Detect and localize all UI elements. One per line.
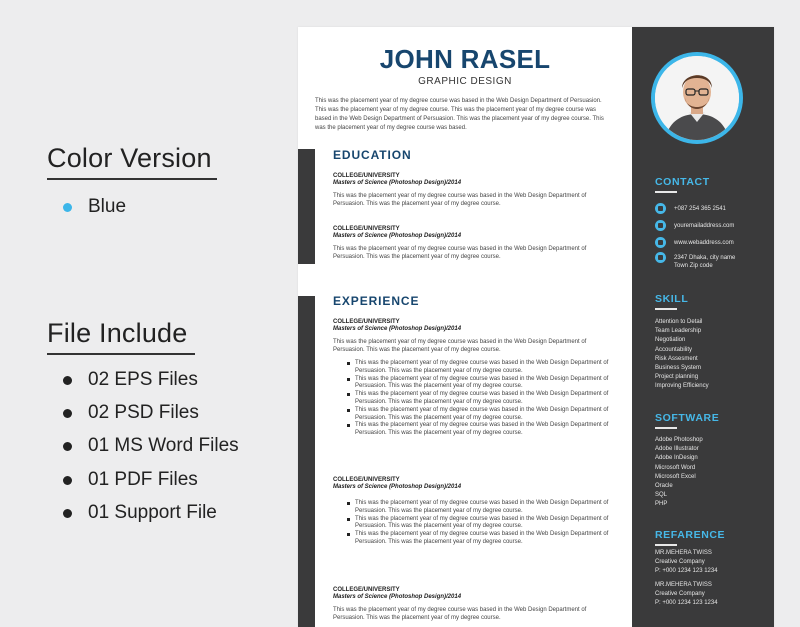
file-include-heading: File Include [47, 318, 188, 348]
entry-degree: Masters of Science (Photoshop Design)/2014 [333, 180, 462, 186]
resume-main-column [298, 27, 632, 627]
experience-entry [333, 477, 613, 547]
file-item-label: 01 PDF Files [88, 469, 198, 490]
list-item: Adobe Photoshop [655, 437, 703, 443]
experience-heading: EXPERIENCE [333, 294, 420, 308]
profile-photo [655, 56, 739, 140]
file-item-label: 02 PSD Files [88, 402, 199, 423]
reference-entry [655, 581, 718, 609]
contact-heading: CONTACT [655, 176, 710, 188]
bullet-icon [63, 376, 72, 385]
bullet-icon [63, 442, 72, 451]
bullet-icon [63, 476, 72, 485]
entry-description: This was the placement year of my degree course was based in the Web Design Department of Persuasion. This was the placement year of my degree course. [333, 246, 587, 260]
entry-degree: Masters of Science (Photoshop Design)/2014 [333, 594, 462, 600]
resume-page [298, 27, 774, 627]
skill-heading: SKILL [655, 293, 689, 305]
entry-university: COLLEGE/UNIVERSITY [333, 173, 400, 179]
phone-icon [655, 203, 666, 214]
entry-degree: Masters of Science (Photoshop Design)/2014 [333, 484, 462, 490]
resume-name: JOHN RASEL [379, 44, 551, 74]
education-side-bar [298, 149, 315, 264]
list-item: This was the placement year of my degree course was based in the Web Design Department of Persuasion. This was the placement year of my degree course. [347, 516, 613, 532]
list-item: Project planning [655, 374, 699, 381]
person-avatar-icon [655, 56, 739, 140]
color-version-heading: Color Version [47, 143, 212, 173]
reference-phone: P: +000 1234 123 1234 [655, 600, 718, 607]
reference-phone: P: +000 1234 123 1234 [655, 568, 718, 575]
education-heading: EDUCATION [333, 148, 412, 162]
entry-degree: Masters of Science (Photoshop Design)/2014 [333, 326, 462, 332]
list-item: Risk Assesment [655, 355, 698, 362]
bullet-list [347, 360, 613, 438]
experience-entry [333, 319, 613, 438]
entry-university: COLLEGE/UNIVERSITY [333, 477, 400, 483]
entry-degree: Masters of Science (Photoshop Design)/2014 [333, 233, 462, 239]
blue-dot-icon [63, 203, 72, 212]
entry-university: COLLEGE/UNIVERSITY [333, 319, 400, 325]
resume-job-title: GRAPHIC DESIGN [418, 76, 512, 87]
list-item: This was the placement year of my degree course was based in the Web Design Department of Persuasion. This was the placement year of my degree course. [347, 531, 613, 547]
entry-description: This was the placement year of my degree course was based in the Web Design Department of Persuasion. This was the placement year of my degree course. [333, 339, 587, 353]
entry-university: COLLEGE/UNIVERSITY [333, 587, 400, 593]
software-list [655, 436, 703, 510]
contact-text: +087 254 365 2541 [674, 206, 726, 212]
list-item: This was the placement year of my degree course was based in the Web Design Department of Persuasion. This was the placement year of my degree course. [347, 391, 613, 407]
entry-description: This was the placement year of my degree course was based in the Web Design Department of Persuasion. This was the placement year of my degree course. [333, 607, 587, 621]
reference-heading: REFARENCE [655, 529, 726, 541]
list-item: Team Leadership [655, 328, 702, 335]
reference-entry [655, 549, 718, 577]
list-item: Adobe Illustrator [655, 446, 699, 453]
contact-email [655, 220, 734, 231]
web-icon [655, 237, 666, 248]
list-item: This was the placement year of my degree course was based in the Web Design Department of Persuasion. This was the placement year of my degree course. [347, 500, 613, 516]
software-heading: SOFTWARE [655, 412, 720, 424]
file-include-underline [47, 353, 195, 355]
reference-company: Creative Company [655, 559, 705, 566]
list-item: This was the placement year of my degree course was based in the Web Design Department of Persuasion. This was the placement year of my degree course. [347, 376, 613, 392]
bullet-icon [63, 409, 72, 418]
reference-underline [655, 544, 677, 546]
list-item: Business System [655, 365, 702, 372]
contact-text: www.webaddress.com [674, 240, 734, 246]
list-item: Oracle [655, 483, 673, 490]
file-item [63, 502, 217, 524]
entry-description: This was the placement year of my degree course was based in the Web Design Department of Persuasion. This was the placement year of my degree course. [333, 193, 587, 207]
color-version-underline [47, 178, 217, 180]
skill-list [655, 318, 709, 392]
list-item: Negotiation [655, 337, 686, 344]
reference-name: MR.MEHERA TWISS [655, 582, 712, 588]
list-item: PHP [655, 501, 668, 508]
list-item: Attention to Detail [655, 319, 703, 325]
file-item-label: 01 MS Word Files [88, 435, 239, 456]
file-item [63, 435, 239, 457]
contact-phone [655, 203, 726, 214]
list-item: Microsoft Word [655, 464, 696, 471]
list-item: Adobe InDesign [655, 455, 698, 462]
file-item-label: 01 Support File [88, 502, 217, 523]
file-item [63, 402, 199, 424]
contact-text: youremailaddress.com [674, 223, 735, 229]
list-item: Improving Efficiency [655, 383, 709, 390]
reference-company: Creative Company [655, 591, 705, 598]
experience-side-bar [298, 296, 315, 627]
bullet-icon [63, 509, 72, 518]
entry-university: COLLEGE/UNIVERSITY [333, 226, 400, 232]
education-entry [333, 173, 613, 208]
contact-underline [655, 191, 677, 193]
color-option-label: Blue [88, 196, 127, 217]
file-item [63, 469, 198, 491]
list-item: This was the placement year of my degree course was based in the Web Design Department of Persuasion. This was the placement year of my degree course. [347, 360, 613, 376]
location-icon [655, 252, 666, 263]
list-item: SQL [655, 492, 668, 499]
list-item: This was the placement year of my degree course was based in the Web Design Department of Persuasion. This was the placement year of my degree course. [347, 422, 613, 438]
experience-entry [333, 587, 613, 622]
list-item: Microsoft Excel [655, 473, 696, 480]
software-underline [655, 427, 677, 429]
list-item: Accountability [655, 346, 693, 353]
education-entry [333, 226, 613, 261]
reference-name: MR.MEHERA TWISS [655, 550, 712, 556]
color-option [63, 196, 126, 218]
bullet-list [347, 500, 613, 547]
profile-photo-ring [651, 52, 743, 144]
file-item [63, 369, 198, 391]
contact-location [655, 252, 746, 270]
file-item-label: 02 EPS Files [88, 369, 198, 390]
resume-intro: This was the placement year of my degree course was based in the Web Design Department of Persuasion. This was the placement year of my degree course. This was the placement year of my degree course was based in the Web Design Department of Persuasion. This was the placement year of my degree course. This was the placement year of my degree course was based. [315, 98, 604, 131]
list-item: This was the placement year of my degree course was based in the Web Design Department of Persuasion. This was the placement year of my degree course. [347, 407, 613, 423]
contact-text: 2347 Dhaka, city name Town Zip code [674, 255, 736, 269]
skill-underline [655, 308, 677, 310]
contact-web [655, 237, 734, 248]
email-icon [655, 220, 666, 231]
